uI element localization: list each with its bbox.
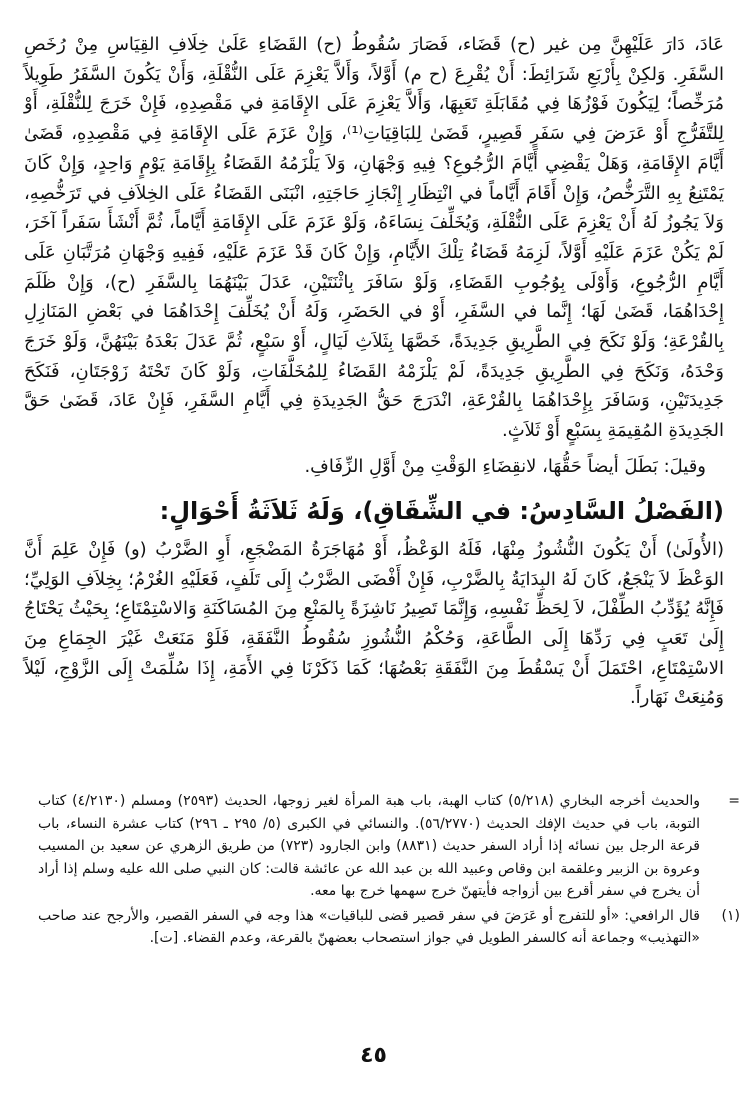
page-number: ٤٥ xyxy=(360,1043,387,1068)
footnote-text: والحديث أخرجه البخاري (٥/٢١٨) كتاب الهبة، باب هبة المرأة لغير زوجها، الحديث (٢٥٩٣) ومسلم (٤/٢١٣٠) كتاب التوبة، باب في حديث الإفك الحديث (٥٦/٢٧٧٠). والنسائي في الكبرى (٥/ ٢٩٥ ـ ٢٩٦) كتاب عشرة النساء، باب قرعة الرجل بين نسائه إذا أراد السفر حديث (٨٨٣١) وابن الجارود (٧٢٣) من طريق الزهري عن سعيد بن المسيب وعروة بن الزبير وعلقمة ابن وقاص وعبيد الله بن عبد الله عن عائشة قالت: كان النبي صلى الله عليه وسلم إذا أراد أن يخرج في سفر أقرع بين أزواجه فأيتهنّ خرج سهمها خرج بها معه. xyxy=(38,793,701,899)
footnote-marker: = xyxy=(728,793,740,809)
footnote-1 xyxy=(24,905,744,950)
footnote-text: قال الرافعي: «أو للتفرج أو عَرَضَ في سفر قصير قضى للباقيات» هذا وجه في السفر القصير، والأرجح عند صاحب «التهذيب» وجماعة أنه كالسفر الطويل في جواز استصحاب بعضهنّ بالقرعة، وعدم القضاء. [ت]. xyxy=(38,907,700,946)
footnote-marker: (١) xyxy=(721,907,740,924)
section-paragraph: (الأُولَىٰ) أَنْ يَكُونَ النُّشُوزُ مِنْهَا، فَلَهُ الوَعْظُ، أَوْ مُهَاجَرَةُ المَضْجَعِ، أَوِ الضَّرْبُ (و) فَإِنْ عَلِمَ أَنَّ الوَعْظَ لاَ يَنْجَعُ، كَانَ لَهُ البِدَايَةُ بِالضَّرْبِ، فَإِنْ أَفْضَى الضَّرْبُ إِلَى تَلَفٍ، فَعَلَيْهِ الغُرْمُ؛ بِخِلاَفِ الوَلِيِّ؛ فَإِنَّهُ يُؤَدِّبُ الطِّفْلَ، لاَ لِحَظِّ نَفْسِهِ، وَإِنَّمَا تَصِيرُ نَاشِزَةً بِالمَنْعِ مِنَ المُسَاكَنَةِ وَالاسْتِمْتَاعِ؛ بِحَيْثُ يَحْتَاجُ إِلَىٰ تَعَبٍ فِي رَدِّهَا إِلَى الطَّاعَةِ، وَحُكْمُ النُّشُوزِ سُقُوطُ النَّفَقَةِ، فَلَوْ مَنَعَتْ غَيْرَ الجِمَاعِ مِنَ الاسْتِمْتَاعِ، احْتَمَلَ أَنْ يَسْقُطَ مِنَ النَّفَقَةِ بَعْضُهَا؛ كَمَا ذَكَرْنَا فِي الأَمَةِ، إِذَا سُلِّمَتْ إِلَى الزَّوْجِ، لَيْلاً وَمُنِعَتْ نَهَاراً. xyxy=(24,538,724,709)
footnote-separator xyxy=(0,757,747,758)
footnotes xyxy=(24,790,744,952)
qeel-paragraph: وقيلَ: بَطَلَ أيضاً حَقُّهَا، لانقِضَاءِ الوَقْتِ مِنْ أَوَّلِ الزِّفَافِ. xyxy=(304,455,706,477)
section-heading: (الفَصْلُ السَّادِسُ: في الشِّقَاقِ)، وَلَهُ ثَلاَثَةُ أَحْوَالٍ: xyxy=(159,496,724,525)
main-paragraph: عَادَ، دَارَ عَلَيْهِنَّ مِن غير (ح) قَضَاء، فَصَارَ سُقُوطُ (ح) القَضَاءِ عَلَىٰ خِلَافِ القِيَاسِ مِنْ رُخَصِ السَّفَرِ. وَلكِنْ بِأَرْبَعِ شَرَائِطَ: أَنْ يُقْرِعَ (ح م) أَوَّلاً، وَأَلاَّ يَعْزِمَ عَلَى النُّقْلَةِ، وَأَنْ يَكُونَ السَّفَرُ طَوِيلاً مُرَخِّصاً؛ لِيَكُونَ فَوْزُهَا فِي مُقَابَلَةِ تَعَبِهَا، وَأَلاَّ يَعْزِمَ عَلَى الإِقَامَةِ في مَقْصِدِهِ، فَإِنْ خَرَجَ لِلنُّقْلَةِ، أَوْ لِلتَّفَرُّجِ أَوْ عَرَضَ فِي سَفَرٍ قَصِيرٍ، قَضَىٰ لِلبَاقِيَاتِ⁽¹⁾، وَإِنْ عَزَمَ عَلَى الإِقَامَةِ فِي مَقْصِدِهِ، قَضَىٰ أَيَّامَ الإِقَامَةِ، وَهَلْ يَقْضِي أَيَّامَ الرُّجُوعِ؟ فِيهِ وَجْهَانِ، وَلاَ يَلْزَمُهُ القَضَاءُ بِإِقَامَةِ يَوْمٍ وَاحِدٍ، وَإِنْ كَانَ يَمْتَنِعُ بِهِ التَّرَخُّصُ، وَإِنْ أَقَامَ أَيَّاماً في انْتِظَارِ إِنْجَازِ حَاجَتِهِ، انْبَنَى القَضَاءُ عَلَى الخِلاَفِ في تَرَخُّصِهِ، وَلاَ يَجُوزُ لَهُ أَنْ يَعْزِمَ عَلَى النُّقْلَةِ، وَيُخَلِّفَ نِسَاءَهُ، وَلَوْ عَزَمَ عَلَى الإِقَامَةِ أَيَّاماً، ثُمَّ أَنْشَأَ سَفَراً آخَرَ، لَمْ يَكُنْ عَزَمَ عَلَيْهِ أَوَّلاً، لَزِمَهُ قَضَاءُ تِلْكَ الأَيَّامِ، وَإِنْ كَانَ قَدْ عَزَمَ عَلَيْهِ، فَفِيهِ وَجْهَانِ مُرَتَّبَانِ عَلَى أَيَّامِ الرُّجُوعِ، وَأَوْلَى بِوُجُوبِ القَضَاءِ، وَلَوْ سَافَرَ بِاثْنَتَيْنِ، عَدَلَ بَيْنَهُمَا بِالسَّفَرِ (ح)، وَإِنْ ظَلَمَ إِحْدَاهُمَا، قَضَىٰ لَهَا؛ إِنَّما في السَّفَرِ، أَوْ في الحَضَرِ، وَلَهُ أَنْ يُخَلِّفَ إِحْدَاهُمَا في بَعْضِ المَنَازِلِ بِالقُرْعَةِ؛ وَلَوْ نَكَحَ فِي الطَّرِيقِ جَدِيدَةً، خَصَّهَا بِثَلاَثِ لَيَالٍ، أَوْ سَبْعٍ، ثُمَّ عَدَلَ بَعْدَهُ بَيْنَهُنَّ، وَلَوْ خَرَجَ وَحْدَهُ، وَنَكَحَ فِي الطَّرِيقِ جَدِيدَةً، لَمْ يَلْزَمْهُ القَضَاءُ لِلمُخَلَّفَاتِ، وَلَوْ كَانَ تَحْتَهُ زَوْجَتَانِ، فَنَكَحَ جَدِيدَتَيْنِ، وَسَافَرَ بِإِحْدَاهُمَا بِالقُرْعَةِ، انْدَرَجَ حَقُّ الجَدِيدَةِ فِي أَيَّامِ السَّفَرِ، فَإِنْ عَادَ، قَضَىٰ حَقَّ الجَدِيدَةِ المُقِيمَةِ بِسَبْعٍ أَوْ ثَلاَثٍ. xyxy=(24,34,724,442)
page-body xyxy=(24,30,724,713)
footnote-continued xyxy=(24,790,744,903)
